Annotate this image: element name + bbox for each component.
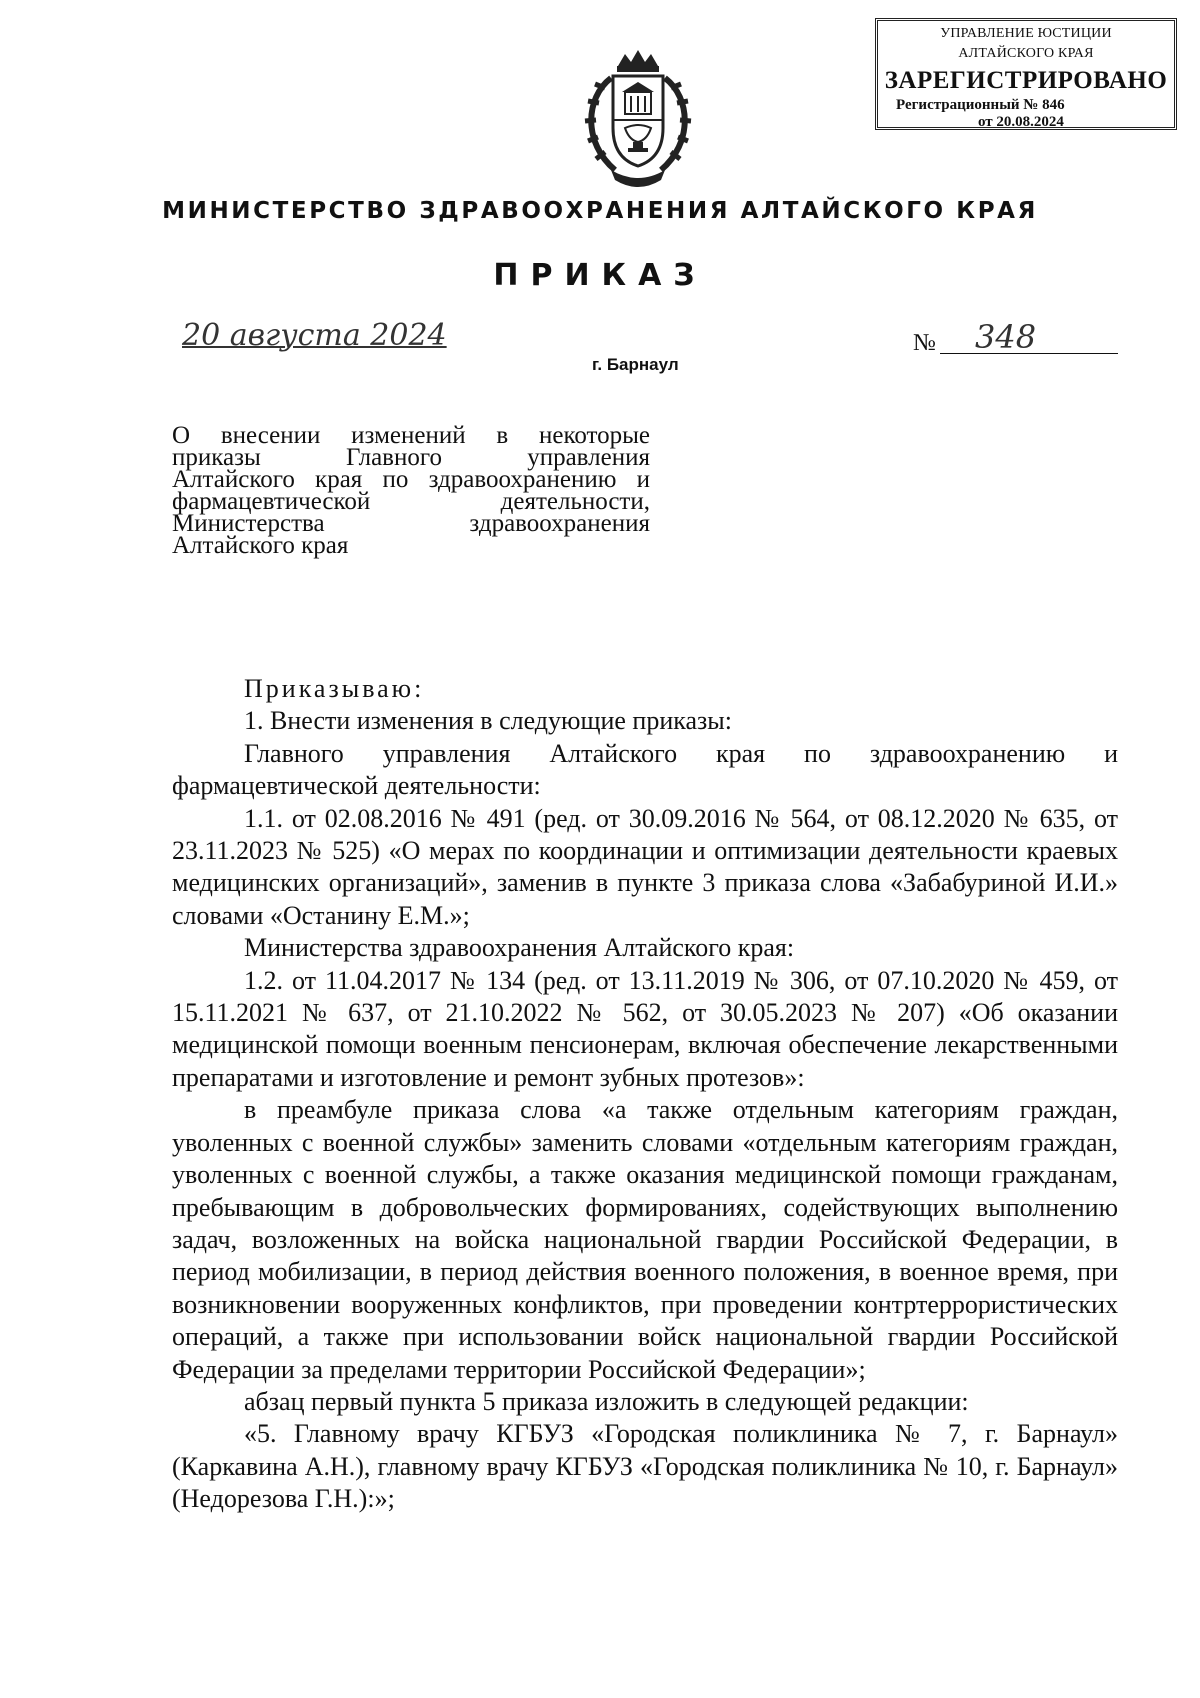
body-paragraph: Министерства здравоохранения Алтайского края: — [244, 933, 795, 963]
subject-line: Алтайского края по здравоохранению и — [172, 466, 650, 493]
stamp-reg-date: от 20.08.2024 — [978, 114, 1064, 130]
body-paragraph: абзац первый пункта 5 приказа изложить в следующей редакции: — [244, 1386, 969, 1416]
body-paragraph: 1. Внести изменения в следующие приказы: — [244, 706, 732, 736]
body-paragraph: «5. Главному врачу КГБУЗ «Городская поликлиника № 7, г. Барнаул» (Каркавина А.Н.), главному врачу КГБУЗ «Городская поликлиника № 10, г. Барнаул» (Недорезова Г.Н.):»; — [172, 1419, 1118, 1514]
body-paragraph: 1.1. от 02.08.2016 № 491 (ред. от 30.09.2016 № 564, от 08.12.2020 № 635, от 23.11.2023 № 525) «О мерах по координации и оптимизации деятельности краевых медицинских организаций», заменив в пункте 3 приказа слова «Забабуриной И.И.» словами «Останину Е.М.»; — [172, 803, 1118, 930]
handwritten-date: 20 августа 2024 — [182, 318, 447, 353]
stamp-org-line2: АЛТАЙСКОГО КРАЯ — [958, 46, 1094, 61]
registration-stamp — [875, 18, 1177, 130]
stamp-reg-number: Регистрационный № 846 — [896, 97, 1065, 113]
body-paragraph: Приказываю: — [244, 674, 425, 703]
body-paragraph: Главного управления Алтайского края по здравоохранению и фармацевтической деятельности: — [172, 738, 1118, 801]
ministry-name: МИНИСТЕРСТВО ЗДРАВООХРАНЕНИЯ АЛТАЙСКОГО КРАЯ — [162, 198, 1038, 224]
subject-line: Алтайского края — [172, 532, 349, 559]
handwritten-number: 348 — [975, 318, 1037, 356]
subject-line: приказы Главного управления — [172, 444, 650, 471]
body-paragraph: в преамбуле приказа слова «а также отдельным категориям граждан, уволенных с военной службы» заменить словами «отдельным категориям граждан, уволенных с военной службы, а также оказания медицинской помощи гражданам, пребывающим в добровольческих формированиях, содействующих выполнению задач, возложенных на войска национальной гвардии Российской Федерации, в период мобилизации, в период действия военного положения, в военное время, при возникновении вооруженных конфликтов, при проведении контртеррористических операций, а также при использовании войск национальной гвардии Российской Федерации за пределами территории Российской Федерации»; — [172, 1095, 1118, 1384]
city-label: г. Барнаул — [592, 355, 679, 374]
stamp-status: ЗАРЕГИСТРИРОВАНО — [884, 67, 1168, 94]
subject-line: О внесении изменений в некоторые — [172, 422, 650, 449]
subject-line: Министерства здравоохранения — [172, 510, 650, 537]
document-subject — [172, 422, 650, 559]
stamp-org-line1: УПРАВЛЕНИЕ ЮСТИЦИИ — [940, 26, 1112, 41]
number-label: № — [913, 330, 936, 356]
document-type-title: ПРИКАЗ — [493, 258, 707, 293]
subject-line: фармацевтической деятельности, — [172, 488, 650, 515]
document-body — [172, 673, 1118, 1516]
coat-of-arms-icon — [575, 48, 701, 188]
body-paragraph: 1.2. от 11.04.2017 № 134 (ред. от 13.11.2019 № 306, от 07.10.2020 № 459, от 15.11.2021 № 637, от 21.10.2022 № 562, от 30.05.2023 № 207) «Об оказании медицинской помощи военным пенсионерам, включая обеспечение лекарственными препаратами и изготовление и ремонт зубных протезов»: — [172, 965, 1118, 1092]
